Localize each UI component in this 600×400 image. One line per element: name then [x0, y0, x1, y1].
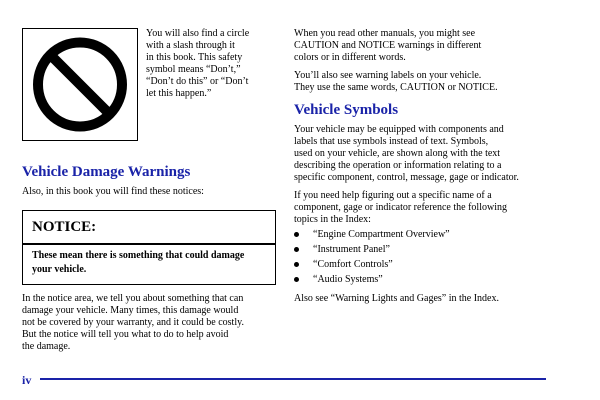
bullet-icon — [294, 247, 299, 252]
prohibition-symbol-box — [22, 28, 138, 141]
text-line: with a slash through it — [146, 40, 235, 51]
symbols-paragraph — [294, 124, 519, 184]
text-line: They use the same words, CAUTION or NOTICE. — [294, 82, 498, 93]
text-line: not be covered by your warranty, and it could be costly. — [22, 317, 244, 328]
text-line: CAUTION and NOTICE warnings in different — [294, 40, 482, 51]
intro-paragraph — [146, 28, 249, 100]
text-line: Your vehicle may be equipped with components and — [294, 124, 504, 135]
vehicle-symbols-heading: Vehicle Symbols — [294, 102, 399, 118]
list-item — [294, 229, 450, 244]
no-symbol-icon — [23, 29, 137, 140]
text-line: the damage. — [22, 341, 71, 352]
list-item — [294, 244, 450, 259]
text-line: colors or in different words. — [294, 52, 406, 63]
notice-body — [32, 249, 244, 277]
list-item-label: “Comfort Controls” — [313, 259, 393, 270]
bullet-icon — [294, 262, 299, 267]
text-line: topics in the Index: — [294, 214, 371, 225]
text-line: your vehicle. — [32, 264, 87, 275]
list-item — [294, 259, 450, 274]
footer-rule — [40, 378, 546, 380]
other-manuals-paragraph — [294, 28, 481, 64]
text-line: used on your vehicle, are shown along with the text — [294, 148, 501, 159]
text-line: describing the operation or information relating to a — [294, 160, 502, 171]
damage-intro-text — [22, 186, 204, 198]
list-item-label: “Engine Compartment Overview” — [313, 229, 450, 240]
list-item — [294, 274, 450, 289]
text-line: When you read other manuals, you might see — [294, 28, 476, 39]
notice-title: NOTICE: — [32, 219, 97, 235]
text-line: Also, in this book you will find these notices: — [22, 186, 204, 197]
warning-labels-paragraph — [294, 70, 498, 94]
text-line: damage your vehicle. Many times, this damage would — [22, 305, 239, 316]
text-line: symbol means “Don’t,” — [146, 64, 241, 75]
text-line: But the notice will tell you what to do to help avoid — [22, 329, 229, 340]
text-line: In the notice area, we tell you about something that can — [22, 293, 244, 304]
page-number: iv — [22, 373, 32, 387]
text-line: specific component, control, message, gage or indicator. — [294, 172, 519, 183]
closing-text — [294, 293, 499, 305]
text-line: component, gage or indicator reference the following — [294, 202, 507, 213]
index-help-paragraph — [294, 190, 507, 226]
notice-divider — [23, 243, 275, 245]
text-line: let this happen.” — [146, 88, 212, 99]
bullet-icon — [294, 232, 299, 237]
list-item-label: “Instrument Panel” — [313, 244, 390, 255]
text-line: labels that use symbols instead of text. Symbols, — [294, 136, 489, 147]
notice-explanation-paragraph — [22, 293, 244, 353]
notice-box — [22, 210, 276, 285]
text-line: You’ll also see warning labels on your vehicle. — [294, 70, 482, 81]
text-line: These mean there is something that could damage — [32, 250, 245, 261]
index-topics-list — [294, 229, 450, 289]
text-line: Also see “Warning Lights and Gages” in the Index. — [294, 293, 499, 304]
text-line: “Don’t do this” or “Don’t — [146, 76, 249, 87]
bullet-icon — [294, 277, 299, 282]
text-line: If you need help figuring out a specific name of a — [294, 190, 492, 201]
text-line: You will also find a circle — [146, 28, 250, 39]
damage-warnings-heading: Vehicle Damage Warnings — [22, 164, 191, 180]
list-item-label: “Audio Systems” — [313, 274, 383, 285]
text-line: in this book. This safety — [146, 52, 243, 63]
